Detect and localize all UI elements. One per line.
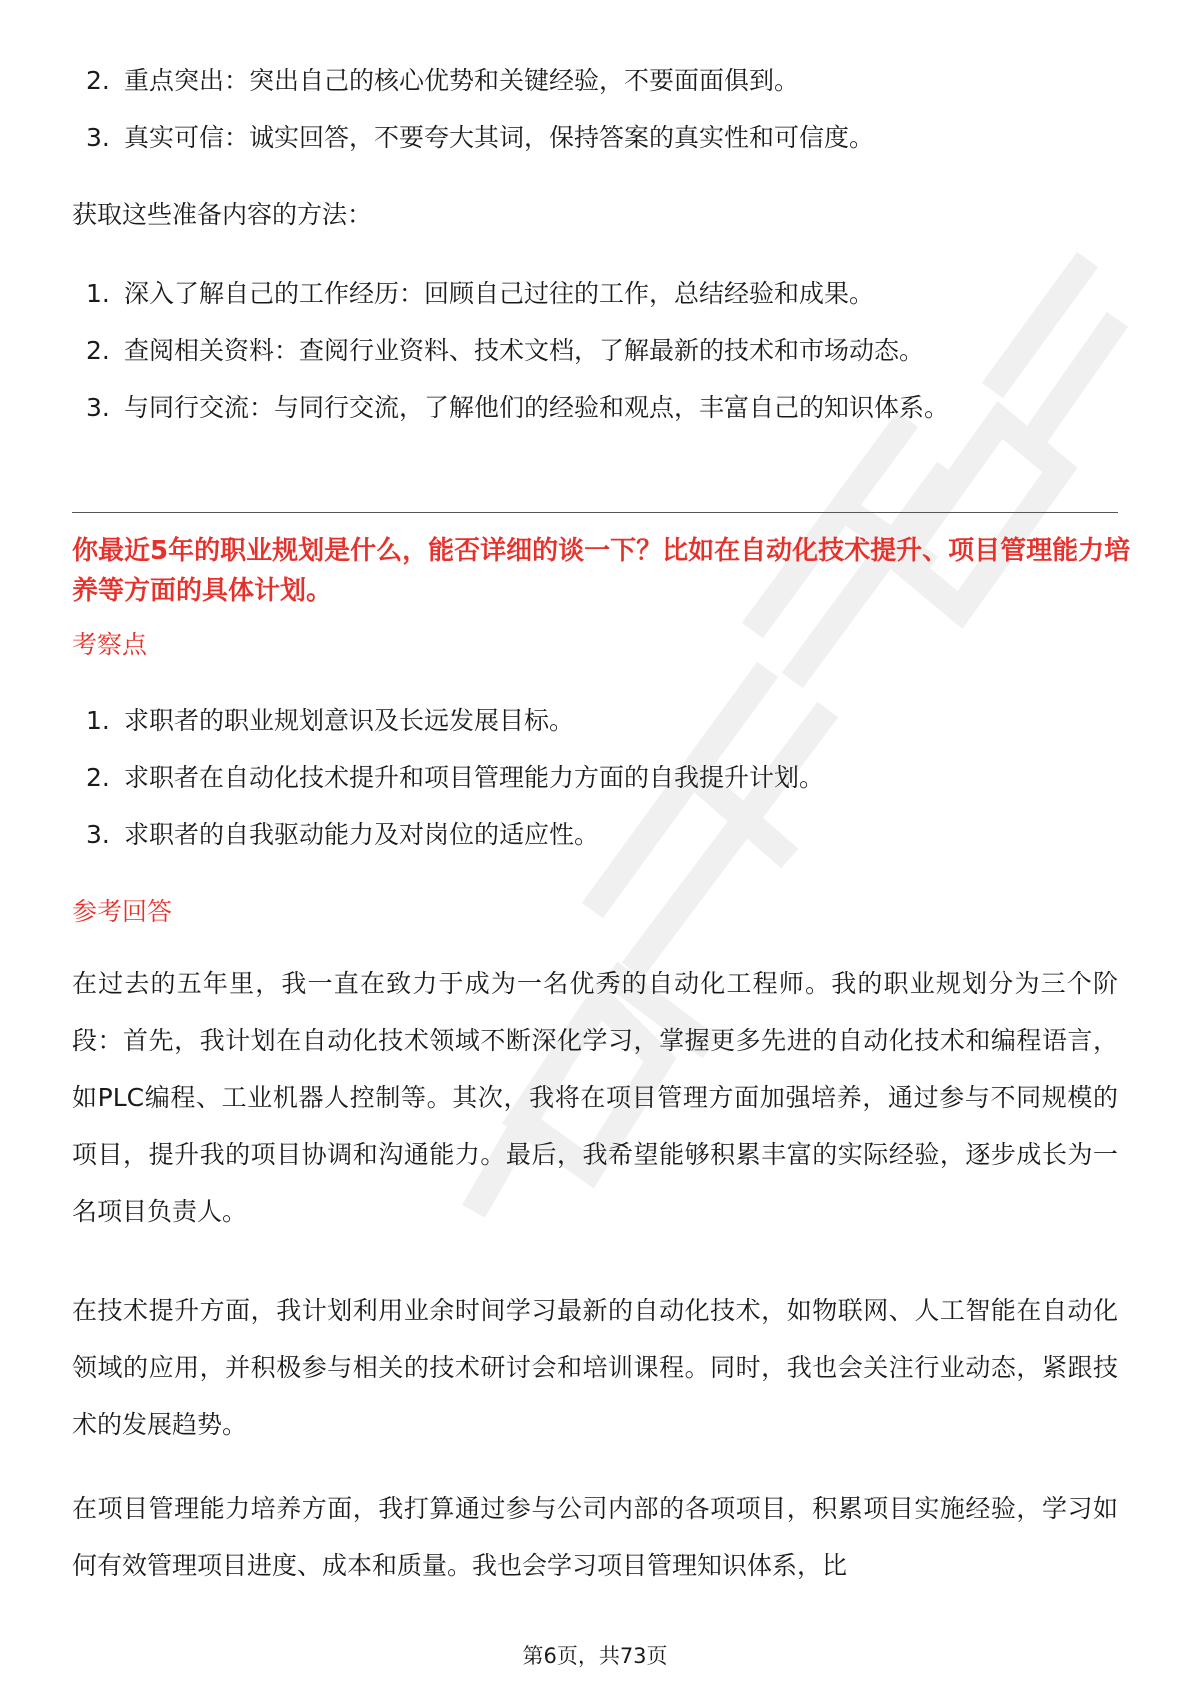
list-text: 重点突出：突出自己的核心优势和关键经验，不要面面俱到。: [124, 66, 800, 95]
list-text: 求职者的职业规划意识及长远发展目标。: [124, 706, 575, 735]
list-number: 1.: [86, 279, 110, 308]
page-number: 第6页，共73页: [522, 1644, 668, 1668]
section-label-answer: 参考回答: [72, 897, 173, 926]
list-item: [86, 379, 1106, 436]
list-number: 3.: [86, 820, 110, 849]
list-text: 查阅相关资料：查阅行业资料、技术文档，了解最新的技术和市场动态。: [124, 336, 925, 365]
list-item: [86, 692, 1106, 749]
list-number: 1.: [86, 706, 110, 735]
points-list: [86, 692, 1106, 863]
answer-paragraph: 在过去的五年里，我一直在致力于成为一名优秀的自动化工程师。我的职业规划分为三个阶段：首先，我计划在自动化技术领域不断深化学习，掌握更多先进的自动化技术和编程语言，如PLC编程、工业机器人控制等。其次，我将在项目管理方面加强培养，通过参与不同规模的项目，提升我的项目协调和沟通能力。最后，我希望能够积累丰富的实际经验，逐步成长为一名项目负责人。: [72, 969, 1118, 1226]
section-label-points: 考察点: [72, 630, 148, 659]
list-item: [86, 749, 1106, 806]
list-number: 2.: [86, 66, 110, 95]
list-number: 2.: [86, 763, 110, 792]
list-number: 3.: [86, 123, 110, 152]
list-text: 求职者在自动化技术提升和项目管理能力方面的自我提升计划。: [124, 763, 825, 792]
list-item: [86, 52, 1106, 109]
methods-list: [86, 265, 1106, 436]
criteria-list-top: [86, 52, 1106, 166]
list-text: 求职者的自我驱动能力及对岗位的适应性。: [124, 820, 600, 849]
section-divider: [72, 512, 1118, 513]
interview-question: 你最近5年的职业规划是什么，能否详细的谈一下？比如在自动化技术提升、项目管理能力培养等方面的具体计划。: [72, 536, 1131, 606]
list-text: 真实可信：诚实回答，不要夸大其词，保持答案的真实性和可信度。: [124, 123, 875, 152]
answer-paragraph: 在项目管理能力培养方面，我打算通过参与公司内部的各项项目，积累项目实施经验，学习如何有效管理项目进度、成本和质量。我也会学习项目管理知识体系，比: [72, 1494, 1118, 1580]
list-number: 2.: [86, 336, 110, 365]
list-text: 深入了解自己的工作经历：回顾自己过往的工作，总结经验和成果。: [124, 279, 875, 308]
list-item: [86, 265, 1106, 322]
list-item: [86, 322, 1106, 379]
methods-intro: 获取这些准备内容的方法：: [72, 200, 373, 229]
answer-paragraph: 在技术提升方面，我计划利用业余时间学习最新的自动化技术，如物联网、人工智能在自动化领域的应用，并积极参与相关的技术研讨会和培训课程。同时，我也会关注行业动态，紧跟技术的发展趋势。: [72, 1296, 1118, 1439]
list-item: [86, 109, 1106, 166]
list-number: 3.: [86, 393, 110, 422]
list-item: [86, 806, 1106, 863]
list-text: 与同行交流：与同行交流，了解他们的经验和观点，丰富自己的知识体系。: [124, 393, 950, 422]
